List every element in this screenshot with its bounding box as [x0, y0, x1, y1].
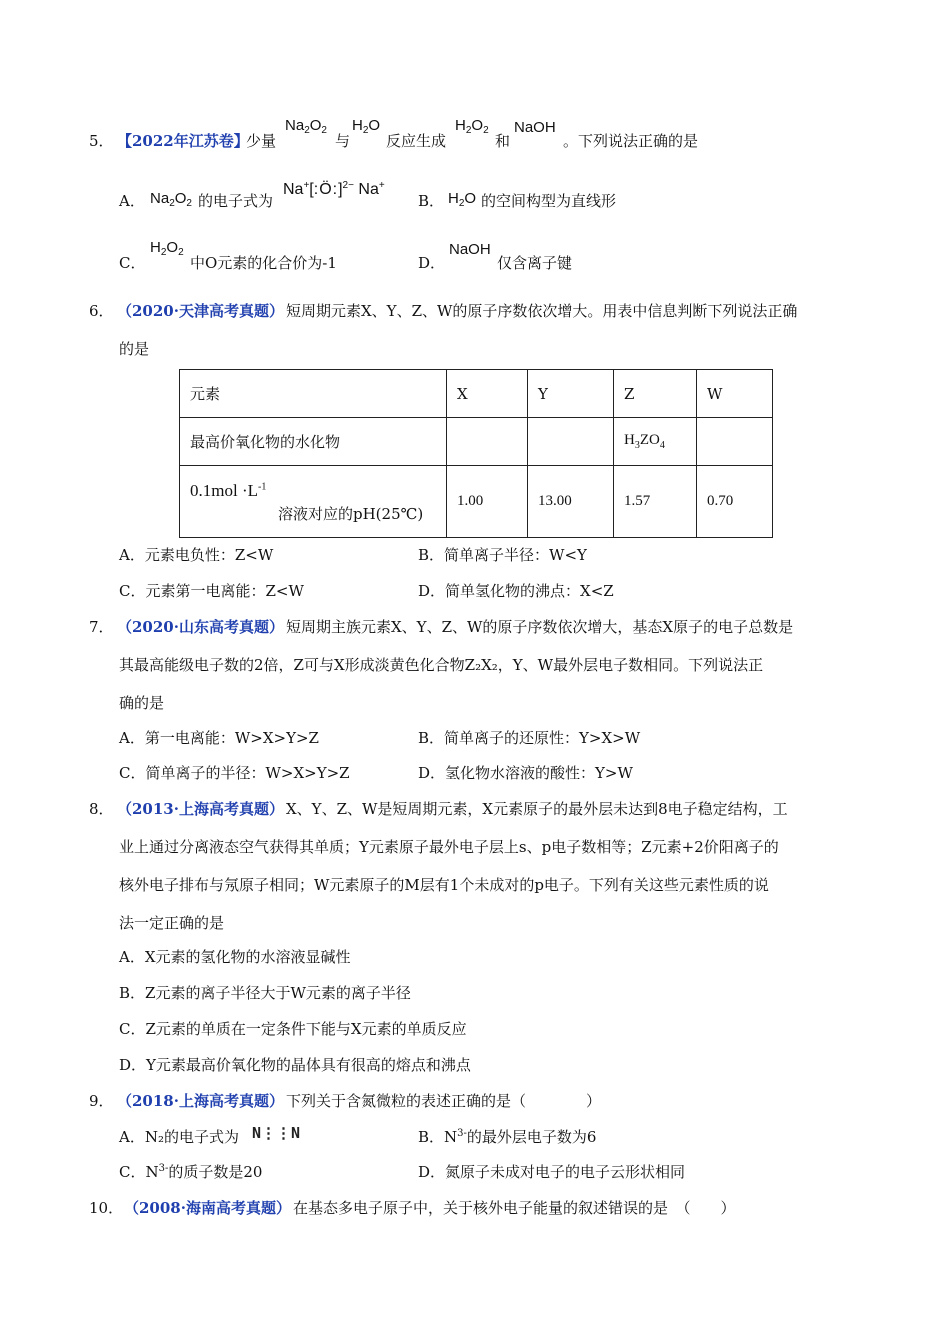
- option-d: D．氢化物水溶液的酸性：Y>W: [418, 764, 633, 782]
- option-b: B．简单离子的还原性：Y>X>W: [418, 729, 641, 747]
- table-header-cell: 元素: [180, 370, 447, 418]
- stem-text: 。下列说法正确的是: [563, 132, 699, 150]
- table-cell: [697, 418, 773, 466]
- formula-na2o2: $Na_2O_2$: [150, 190, 192, 209]
- formula-naoh: NaOH: [514, 119, 556, 136]
- table-cell: [447, 418, 528, 466]
- question-source: （2013·上海高考真题）: [117, 800, 284, 818]
- question-source: （2020·天津高考真题）: [117, 302, 284, 320]
- table-header-cell: Z: [614, 370, 697, 418]
- question-number: 6．: [89, 302, 114, 320]
- stem-text: 法一定正确的是: [119, 914, 225, 932]
- table-cell: 1.00: [447, 466, 528, 538]
- option-c: [119, 1161, 262, 1182]
- element-info-table: [179, 369, 773, 538]
- stem-text: 下列关于含氮微粒的表述正确的是（ ）: [286, 1092, 602, 1110]
- table-cell: 0.70: [697, 466, 773, 538]
- option-c: C．元素第一电离能：Z<W: [119, 582, 304, 600]
- stem-text: 在基态多电子原子中，关于核外电子能量的叙述错误的是 （ ）: [293, 1199, 736, 1217]
- option-d-label: D．: [418, 254, 446, 272]
- stem-text: 短周期元素X、Y、Z、W的原子序数依次增大。用表中信息判断下列说法正确: [286, 302, 798, 320]
- superscript: 3-: [158, 1163, 169, 1174]
- stem-text: 和: [495, 132, 511, 150]
- question-number: 9．: [89, 1092, 114, 1110]
- stem-text: 的是: [119, 340, 150, 358]
- question-source: （2008·海南高考真题）: [124, 1199, 291, 1217]
- table-cell: 1.57: [614, 466, 697, 538]
- table-row: [180, 466, 773, 538]
- formula-na2o2: $Na_2O_2$: [285, 117, 327, 136]
- option-c-text: C．N: [119, 1163, 159, 1181]
- formula-h2o2: $H_2O_2$: [150, 239, 184, 258]
- question-source: （2018·上海高考真题）: [117, 1092, 284, 1110]
- stem-text: 确的是: [119, 694, 165, 712]
- option-c: C．简单离子的半径：W>X>Y>Z: [119, 764, 350, 782]
- option-c-text: 中O元素的化合价为-1: [190, 254, 337, 272]
- option-b-text: B．N: [418, 1128, 458, 1146]
- option-a-label: A．: [119, 192, 145, 210]
- option-a: A．N₂的电子式为: [119, 1128, 239, 1146]
- formula-naoh: NaOH: [449, 241, 491, 258]
- option-c-text: 的质子数是20: [168, 1163, 263, 1181]
- option-a-text: 的电子式为: [198, 192, 274, 210]
- lewis-structure-n2: N⋮⋮N: [252, 1124, 301, 1142]
- option-d: D．简单氢化物的沸点：X<Z: [418, 582, 614, 600]
- option-b: B．简单离子半径：W<Y: [418, 546, 587, 564]
- question-number: 7．: [89, 618, 114, 636]
- option-b-text: 的最外层电子数为6: [466, 1128, 597, 1146]
- stem-text: 其最高能级电子数的2倍，Z可与X形成淡黄色化合物Z₂X₂，Y、W最外层电子数相同。下列说法正: [119, 656, 764, 674]
- superscript: -1: [258, 480, 267, 492]
- stem-text: 与: [335, 132, 351, 150]
- stem-text: X、Y、Z、W是短周期元素，X元素原子的最外层未达到8电子稳定结构，工: [286, 800, 788, 818]
- table-header-cell: W: [697, 370, 773, 418]
- option-a: A．第一电离能：W>X>Y>Z: [119, 729, 319, 747]
- option-d: D．氮原子未成对电子的电子云形状相同: [418, 1163, 686, 1181]
- table-cell: [528, 418, 614, 466]
- option-b: B．Z元素的离子半径大于W元素的离子半径: [119, 984, 411, 1002]
- option-b-text: 的空间构型为直线形: [481, 192, 617, 210]
- option-d: D．Y元素最高价氧化物的晶体具有很高的熔点和沸点: [119, 1056, 471, 1074]
- option-d-text: 仅含离子键: [497, 254, 573, 272]
- option-a: A．X元素的氢化物的水溶液显碱性: [119, 948, 351, 966]
- lewis-structure-na2o2: Na+[:Ö:]$^{2-}$ Na+: [283, 180, 385, 198]
- question-number: 10．: [89, 1199, 124, 1217]
- stem-text: 核外电子排布与氖原子相同；W元素原子的M层有1个未成对的p电子。下列有关这些元素性质的说: [119, 876, 769, 894]
- superscript: 3-: [457, 1128, 467, 1139]
- option-a: A．元素电负性：Z<W: [119, 546, 274, 564]
- stem-text: 业上通过分离液态空气获得其单质；Y元素原子最外电子层上s、p电子数相等；Z元素+2价阳离子的: [119, 838, 779, 856]
- option-c: C．Z元素的单质在一定条件下能与X元素的单质反应: [119, 1020, 467, 1038]
- table-header-cell: X: [447, 370, 528, 418]
- table-cell: 最高价氧化物的水化物: [180, 418, 447, 466]
- question-number: 5．: [89, 132, 114, 150]
- ph-label-text: 溶液对应的pH(25℃): [278, 504, 424, 523]
- table-row: [180, 370, 773, 418]
- concentration-text: 0.1mol ·L: [190, 480, 258, 500]
- table-cell: 13.00: [528, 466, 614, 538]
- formula-h2o: $H_2O$: [448, 190, 477, 209]
- question-number: 8．: [89, 800, 114, 818]
- formula-h2o: $H_2O$: [352, 117, 381, 136]
- table-cell-h3zo4: $H_3ZO_4$: [614, 418, 697, 466]
- question-source: 【2022年江苏卷】: [117, 132, 249, 150]
- stem-text: 短周期主族元素X、Y、Z、W的原子序数依次增大，基态X原子的电子总数是: [286, 618, 794, 636]
- option-b: [418, 1126, 596, 1147]
- option-c-label: C．: [119, 254, 146, 272]
- formula-h2o2: $H_2O_2$: [455, 117, 489, 136]
- table-row: [180, 418, 773, 466]
- option-b-label: B．: [418, 192, 445, 210]
- table-cell-ph-label: [180, 466, 447, 538]
- table-header-cell: Y: [528, 370, 614, 418]
- question-source: （2020·山东高考真题）: [117, 618, 284, 636]
- stem-text: 少量: [246, 132, 277, 150]
- stem-text: 反应生成: [386, 132, 447, 150]
